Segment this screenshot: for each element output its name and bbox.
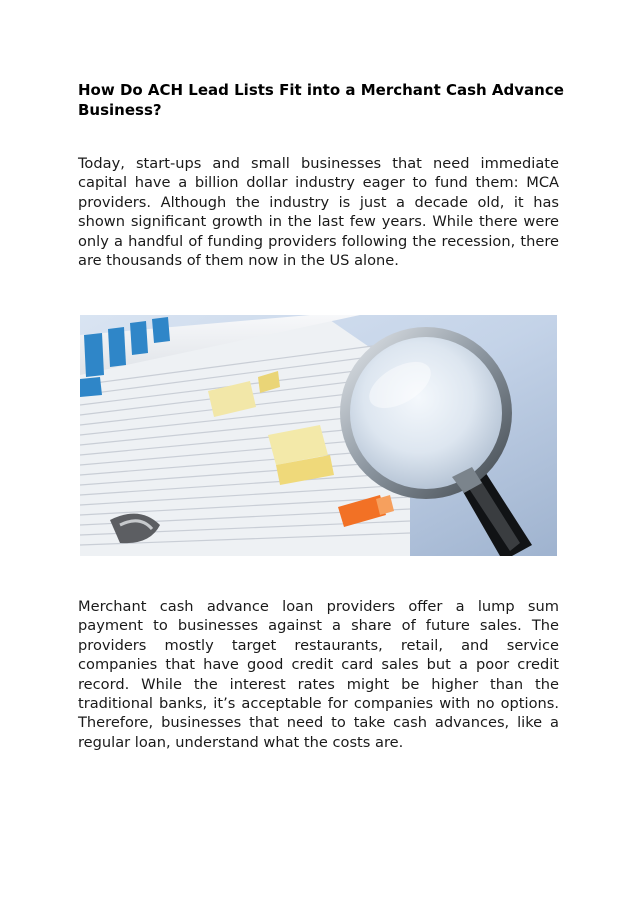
intro-paragraph: Today, start-ups and small businesses that need immediate capital have a billion dollar industry eager to fund them: MCA providers. Although the industry is just a decade old, it has shown significant growth in the last few years. While there were only a handful of funding providers following the recession, there are thousands of them now in the US alone.	[78, 155, 559, 270]
mca-paragraph: Merchant cash advance loan providers offer a lump sum payment to businesses against a share of future sales. The providers mostly target restaurants, retail, and service companies that have good credit card sales but a poor credit record. While the interest rates might be higher than the traditional banks, it’s acceptable for companies with no options. Therefore, businesses that need to take cash advances, like a regular loan, understand what the costs are.	[78, 598, 559, 751]
document-title: How Do ACH Lead Lists Fit into a Merchant Cash Advance Business?	[78, 81, 564, 119]
magnifying-glass-documents-photo	[80, 315, 557, 556]
